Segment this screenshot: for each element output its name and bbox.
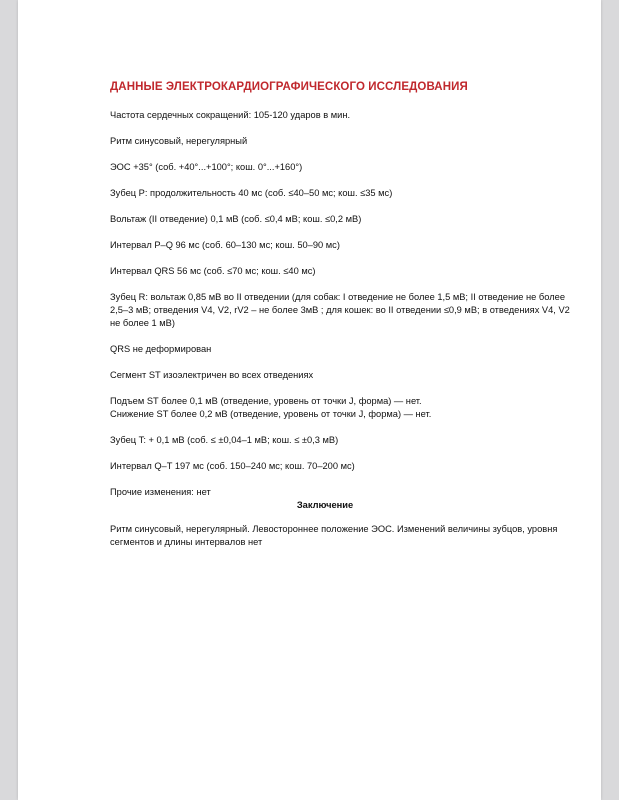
qrs-interval-line: Интервал QRS 56 мс (соб. ≤70 мс; кош. ≤40 мс)	[110, 266, 316, 276]
heart-rate-line: Частота сердечных сокращений: 105-120 ударов в мин.	[110, 110, 351, 120]
other-changes-line: Прочие изменения: нет	[110, 487, 211, 497]
st-segment-line: Сегмент ST изоэлектричен во всех отведениях	[110, 370, 314, 380]
st-depression-line: Снижение ST более 0,2 мВ (отведение, уровень от точки J, форма) — нет.	[110, 409, 432, 419]
document-title: ДАННЫЕ ЭЛЕКТРОКАРДИОГРАФИЧЕСКОГО ИССЛЕДОВАНИЯ	[110, 81, 468, 93]
t-wave-line: Зубец T: + 0,1 мВ (соб. ≤ ±0,04–1 мВ; кош. ≤ ±0,3 мВ)	[110, 435, 339, 445]
document-content	[110, 80, 570, 549]
rhythm-line: Ритм синусовый, нерегулярный	[110, 136, 248, 146]
eos-line: ЭОС +35° (соб. +40°...+100°; кош. 0°...+160°)	[110, 162, 303, 172]
conclusion-heading: Заключение	[296, 500, 354, 510]
p-wave-line: Зубец P: продолжительность 40 мс (соб. ≤40–50 мс; кош. ≤35 мс)	[110, 188, 393, 198]
pq-interval-line: Интервал P–Q 96 мс (соб. 60–130 мс; кош. 50–90 мс)	[110, 240, 340, 250]
r-wave-paragraph: Зубец R: вольтаж 0,85 мВ во II отведении (для собак: I отведение не более 1,5 мВ; II отведение не более 2,5–3 мВ; отведения V4, V2, rV2 – не более 3мВ ; для кошек: во II отведении ≤0,9 мВ; в отведениях V4, V2 не более 1 мВ)	[110, 292, 570, 328]
document-page	[18, 0, 601, 800]
st-rise-line: Подъем ST более 0,1 мВ (отведение, уровень от точки J, форма) — нет.	[110, 396, 422, 406]
voltage-line: Вольтаж (II отведение) 0,1 мВ (соб. ≤0,4 мВ; кош. ≤0,2 мВ)	[110, 214, 362, 224]
qrs-shape-line: QRS не деформирован	[110, 344, 212, 354]
qt-interval-line: Интервал Q–T 197 мс (соб. 150–240 мс; кош. 70–200 мс)	[110, 461, 355, 471]
conclusion-text: Ритм синусовый, нерегулярный. Левостороннее положение ЭОС. Изменений величины зубцов, уровня сегментов и длины интервалов нет	[110, 524, 558, 547]
